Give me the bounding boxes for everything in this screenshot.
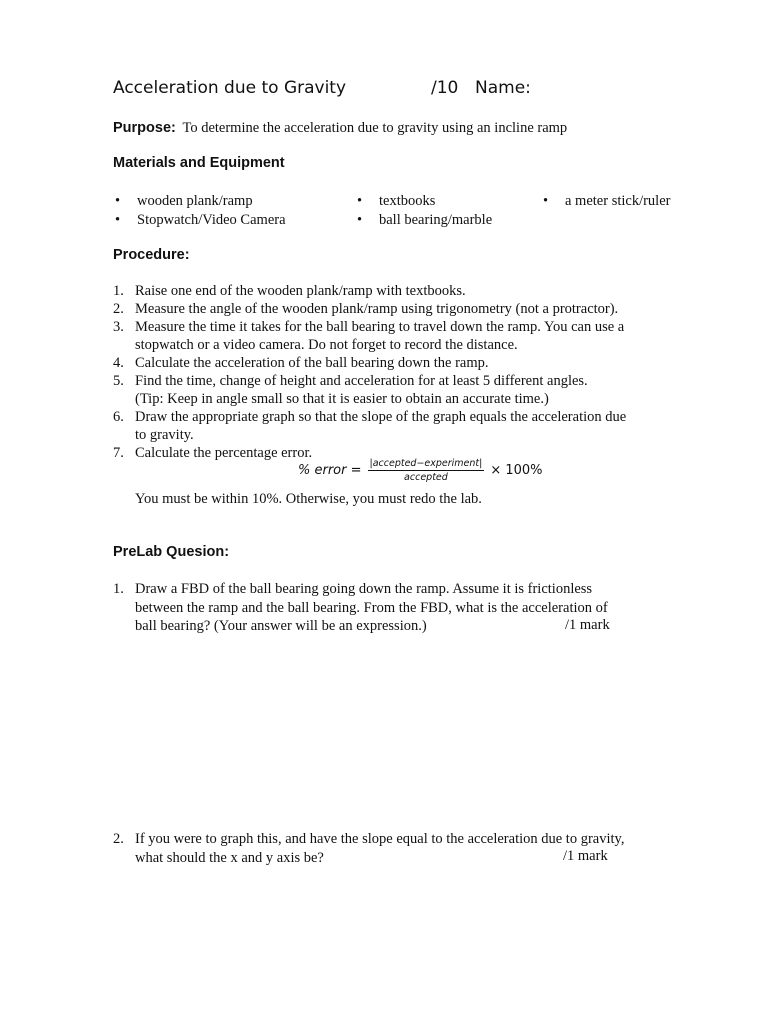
page-title: Acceleration due to Gravity [113,78,347,98]
list-item: • ball bearing/marble [357,211,492,230]
step-text: Draw the appropriate graph so that the slope of the graph equals the acceleration due [135,409,627,425]
question-1-mark: /1 mark [565,617,610,633]
materials-heading: Materials and Equipment [113,155,285,171]
list-item: • a meter stick/ruler [543,192,670,211]
step-text: Calculate the percentage error. [135,445,313,461]
procedure-step-6 [113,408,673,444]
procedure-step-3 [113,318,673,354]
percent-error-formula [298,458,543,483]
question-text: If you were to graph this, and have the slope equal to the acceleration due to gravity, [135,831,625,847]
procedure-step-5 [113,372,673,408]
procedure-step-1 [113,282,673,300]
procedure-step-2 [113,300,673,318]
procedure-heading: Procedure: [113,247,190,263]
question-text: Draw a FBD of the ball bearing going down the ramp. Assume it is frictionless [135,581,593,597]
purpose-label: Purpose: [113,120,176,136]
step-number: 4. [113,355,124,371]
list-item: • Stopwatch/Video Camera [115,211,286,230]
procedure-steps [113,282,673,462]
prelab-heading: PreLab Quesion: [113,544,230,560]
purpose-text: To determine the acceleration due to gravity using an incline ramp [182,120,568,136]
step-number: 2. [113,301,124,317]
name-label: Name: [475,78,531,98]
step-number: 5. [113,373,124,389]
step-text: (Tip: Keep in angle small so that it is easier to obtain an accurate time.) [135,391,549,407]
step-number: 7. [113,445,124,461]
question-number: 2. [113,831,124,847]
step-number: 6. [113,409,124,425]
formula-fraction [368,458,485,483]
step-text: Find the time, change of height and acceleration for at least 5 different angles. [135,373,588,389]
formula-rhs: × 100% [490,463,543,478]
materials-column-1 [115,192,286,229]
question-2-mark: /1 mark [563,848,608,864]
step-text: stopwatch or a video camera. Do not forget to record the distance. [135,337,518,353]
materials-column-3 [543,192,670,211]
step-text: Measure the time it takes for the ball bearing to travel down the ramp. You can use a [135,319,625,335]
list-item: • wooden plank/ramp [115,192,286,211]
question-text: what should the x and y axis be? [135,849,324,866]
question-text: between the ramp and the ball bearing. From the FBD, what is the acceleration of [135,599,608,616]
question-number: 1. [113,581,124,597]
score-label: /10 [431,78,459,98]
step-text: to gravity. [135,427,194,443]
step-number: 1. [113,283,124,299]
formula-denominator: accepted [404,472,448,483]
list-item: • textbooks [357,192,492,211]
question-text: ball bearing? (Your answer will be an expression.) [135,618,427,634]
formula-numerator: |accepted−experiment| [369,458,483,469]
materials-column-2 [357,192,492,229]
purpose-line [113,120,567,137]
step-text: Measure the angle of the wooden plank/ramp using trigonometry (not a protractor). [135,301,619,317]
step-number: 3. [113,319,124,335]
formula-lhs: % error = [298,463,362,478]
procedure-step-4 [113,354,673,372]
step-text: Raise one end of the wooden plank/ramp with textbooks. [135,283,466,299]
error-note: You must be within 10%. Otherwise, you must redo the lab. [135,491,482,507]
step-text: Calculate the acceleration of the ball bearing down the ramp. [135,355,489,371]
